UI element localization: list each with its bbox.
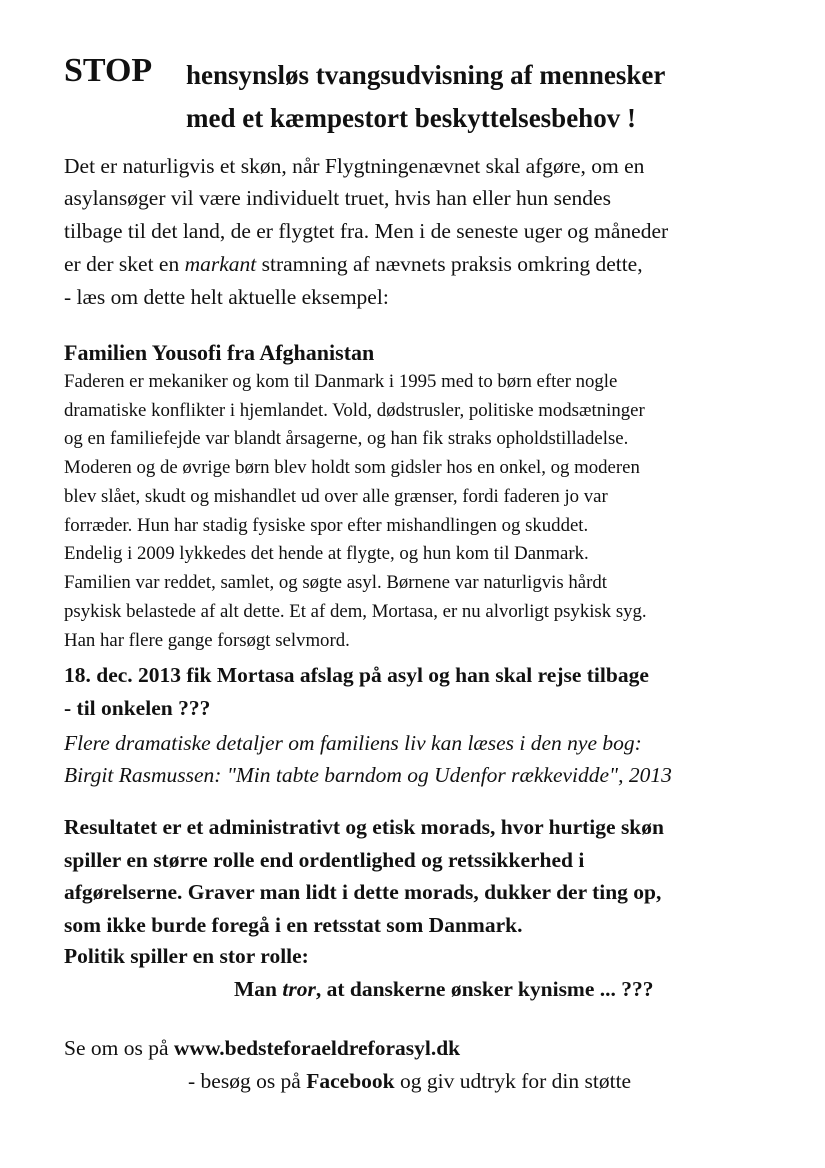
intro-line-4-post: stramning af nævnets praksis omkring dette, — [256, 252, 643, 276]
stop-heading: STOP — [64, 52, 153, 89]
intro-line-1: Det er naturligvis et skøn, når Flygtningenævnet skal afgøre, om en — [64, 154, 645, 178]
case-line: blev slået, skudt og mishandlet ud over alle grænser, fordi faderen jo var — [64, 486, 608, 507]
footer-line-1 — [64, 1036, 460, 1061]
book-line-2: Birgit Rasmussen: "Min tabte barndom og Udenfor rækkevidde", 2013 — [64, 763, 672, 787]
verdict-line-2: - til onkelen ??? — [64, 696, 211, 720]
book-line-1: Flere dramatiske detaljer om familiens liv kan læses i den nye bog: — [64, 731, 642, 755]
final-statement-post: , at danskerne ønsker kynisme ... ??? — [315, 977, 654, 1001]
final-statement-pre: Man — [234, 977, 283, 1001]
conclusion-line: Politik spiller en stor rolle: — [64, 944, 309, 968]
case-line: Familien var reddet, samlet, og søgte asyl. Børnene var naturligvis hårdt — [64, 572, 607, 593]
case-line: Han har flere gange forsøgt selvmord. — [64, 630, 350, 651]
conclusion-line: Resultatet er et administrativt og etisk morads, hvor hurtige skøn — [64, 815, 664, 839]
verdict-line-1: 18. dec. 2013 fik Mortasa afslag på asyl og han skal rejse tilbage — [64, 663, 649, 687]
final-statement — [234, 977, 654, 1002]
case-line: og en familiefejde var blandt årsagerne, og han fik straks opholdstilladelse. — [64, 428, 629, 449]
conclusion-line: afgørelserne. Graver man lidt i dette morads, dukker der ting op, — [64, 880, 662, 904]
footer-line-2-post: og giv udtryk for din støtte — [394, 1069, 632, 1093]
intro-emphasis: markant — [184, 252, 257, 276]
case-line: Endelig i 2009 lykkedes det hende at flygte, og hun kom til Danmark. — [64, 543, 589, 564]
footer-intro-text: Se om os på — [64, 1036, 174, 1060]
footer-line-2-pre: - besøg os på — [188, 1069, 307, 1093]
intro-line-4-pre: er der sket en — [64, 252, 185, 276]
case-line: dramatiske konflikter i hjemlandet. Vold, dødstrusler, politiske modsætninger — [64, 400, 645, 421]
intro-line-4 — [64, 252, 643, 277]
conclusion-line: spiller en større rolle end ordentlighed og retssikkerhed i — [64, 848, 585, 872]
conclusion-line: som ikke burde foregå i en retsstat som Danmark. — [64, 913, 523, 937]
headline-line-1: hensynsløs tvangsudvisning af mennesker — [186, 60, 666, 90]
case-line: forræder. Hun har stadig fysiske spor efter mishandlingen og skuddet. — [64, 515, 589, 536]
case-title: Familien Yousofi fra Afghanistan — [64, 340, 375, 365]
intro-line-5: - læs om dette helt aktuelle eksempel: — [64, 285, 389, 309]
case-line: psykisk belastede af alt dette. Et af dem, Mortasa, er nu alvorligt psykisk syg. — [64, 601, 647, 622]
case-line: Faderen er mekaniker og kom til Danmark i 1995 med to børn efter nogle — [64, 371, 618, 392]
case-line: Moderen og de øvrige børn blev holdt som gidsler hos en onkel, og moderen — [64, 457, 640, 478]
intro-line-3: tilbage til det land, de er flygtet fra. Men i de seneste uger og måneder — [64, 219, 669, 243]
website-link[interactable]: www.bedsteforaeldreforasyl.dk — [173, 1036, 461, 1060]
intro-line-2: asylansøger vil være individuelt truet, hvis han eller hun sendes — [64, 186, 611, 210]
final-statement-emphasis: tror — [282, 977, 316, 1001]
footer-line-2 — [188, 1069, 631, 1094]
headline-line-2: med et kæmpestort beskyttelsesbehov ! — [186, 103, 636, 133]
facebook-link[interactable]: Facebook — [306, 1069, 395, 1093]
